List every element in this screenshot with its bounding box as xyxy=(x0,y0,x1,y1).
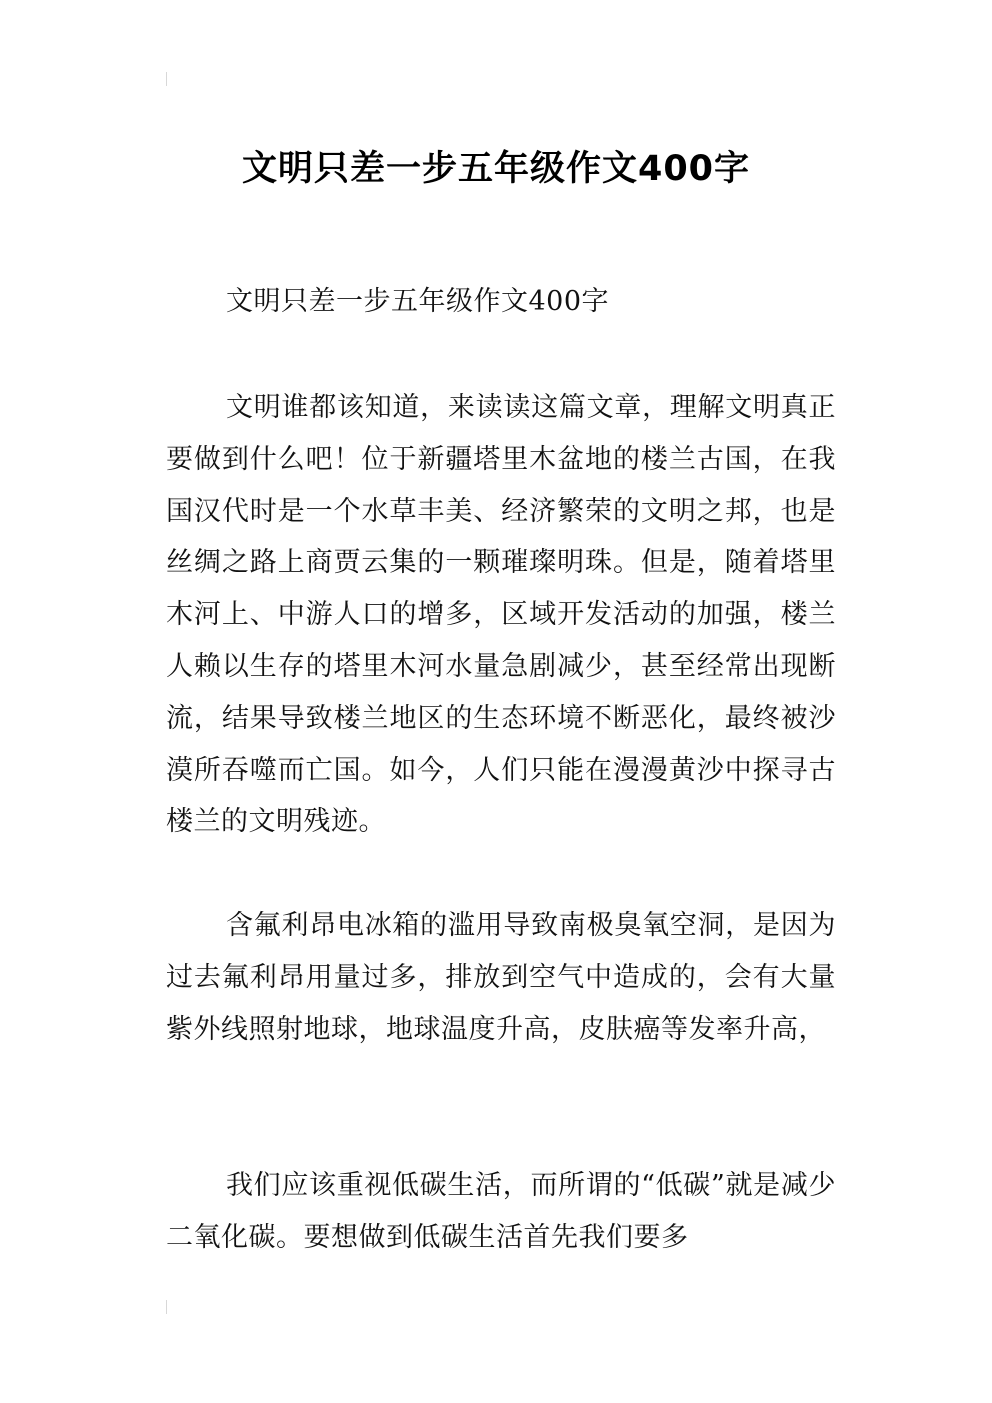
document-subtitle: 文明只差一步五年级作文400字 xyxy=(226,286,610,317)
bottom-margin-mark xyxy=(166,1300,167,1314)
top-margin-mark xyxy=(166,72,167,86)
document-title: 文明只差一步五年级作文400字 xyxy=(241,149,751,190)
paragraph-1: 文明谁都该知道，来读读这篇文章，理解文明真正要做到什么吧！位于新疆塔里木盆地的楼兰古国，在我国汉代时是一个水草丰美、经济繁荣的文明之邦，也是丝绸之路上商贾云集的一颗璀璨明珠。但是，随着塔里木河上、中游人口的增多，区域开发活动的加强，楼兰人赖以生存的塔里木河水量急剧减少，甚至经常出现断流，结果导致楼兰地区的生态环境不断恶化，最终被沙漠所吞噬而亡国。如今，人们只能在漫漫黄沙中探寻古楼兰的文明残迹。 xyxy=(166,392,836,838)
paragraph-3: 我们应该重视低碳生活，而所谓的“低碳”就是减少二氧化碳。要想做到低碳生活首先我们要多 xyxy=(166,1170,836,1253)
paragraph-2: 含氟利昂电冰箱的滥用导致南极臭氧空洞，是因为过去氟利昂用量过多，排放到空气中造成的，会有大量紫外线照射地球，地球温度升高，皮肤癌等发率升高， xyxy=(166,910,836,1045)
